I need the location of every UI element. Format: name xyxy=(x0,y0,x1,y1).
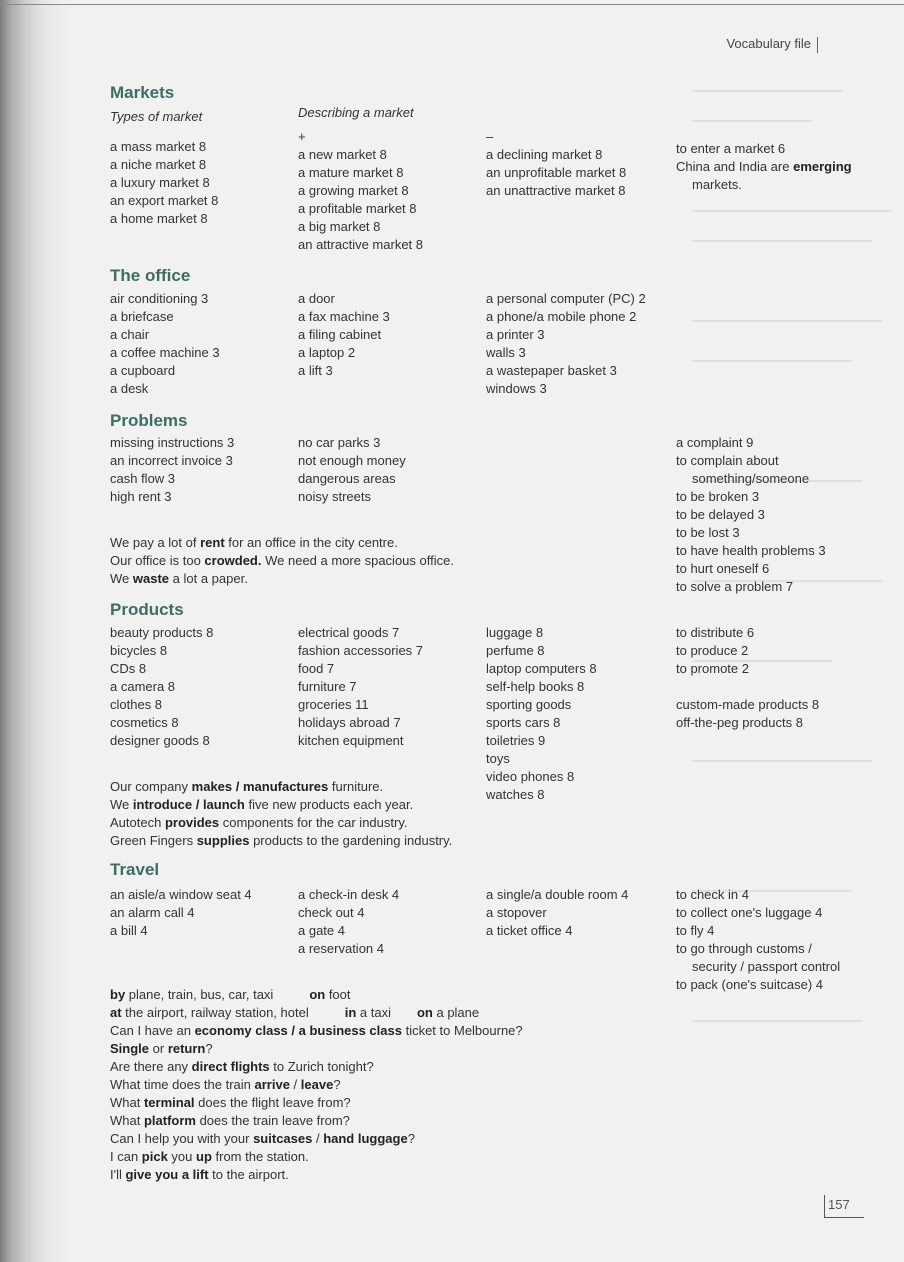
list-item: a single/a double room 4 xyxy=(486,887,629,902)
minus-sign: – xyxy=(486,129,494,144)
problems-col2 xyxy=(298,434,406,506)
list-item: custom-made products 8 xyxy=(676,697,820,712)
top-edge-line xyxy=(0,4,904,5)
list-item: toys xyxy=(486,751,510,766)
list-item: to pack (one's suitcase) 4 xyxy=(676,977,823,992)
example-sentence: What time does the train arrive / leave? xyxy=(110,1077,341,1092)
list-item-continuation: security / passport control xyxy=(692,959,841,974)
list-item: watches 8 xyxy=(486,787,545,802)
list-item: a mass market 8 xyxy=(110,139,207,154)
travel-col3 xyxy=(486,886,628,940)
list-item: clothes 8 xyxy=(110,697,163,712)
markets-positive-col xyxy=(298,104,423,254)
list-item: sports cars 8 xyxy=(486,715,561,730)
list-item: to produce 2 xyxy=(676,643,749,658)
list-item: a stopover xyxy=(486,905,547,920)
list-item: cosmetics 8 xyxy=(110,715,179,730)
list-item: an incorrect invoice 3 xyxy=(110,453,233,468)
example-sentence: What platform does the train leave from? xyxy=(110,1113,350,1128)
example-sentence: Green Fingers supplies products to the gardening industry. xyxy=(110,833,453,848)
travel-examples xyxy=(110,986,523,1184)
list-item: an attractive market 8 xyxy=(298,237,423,252)
list-item: walls 3 xyxy=(486,345,526,360)
list-item-continuation: something/someone xyxy=(692,471,810,486)
list-item: a laptop 2 xyxy=(298,345,356,360)
problems-heading: Problems xyxy=(110,411,188,430)
list-item: cash flow 3 xyxy=(110,471,176,486)
list-item: to complain about xyxy=(676,453,779,468)
list-item: designer goods 8 xyxy=(110,733,210,748)
list-item: electrical goods 7 xyxy=(298,625,400,640)
page-number: 157 xyxy=(828,1197,850,1212)
example-sentence: Are there any direct flights to Zurich tonight? xyxy=(110,1059,374,1074)
list-item: high rent 3 xyxy=(110,489,172,504)
list-item: an aisle/a window seat 4 xyxy=(110,887,252,902)
travel-col4 xyxy=(676,886,840,994)
list-item: a big market 8 xyxy=(298,219,381,234)
list-item: perfume 8 xyxy=(486,643,545,658)
travel-heading: Travel xyxy=(110,860,160,879)
products-col1 xyxy=(110,624,213,750)
list-item: dangerous areas xyxy=(298,471,396,486)
list-item: a ticket office 4 xyxy=(486,923,573,938)
example-sentence: Our company makes / manufactures furniture. xyxy=(110,779,384,794)
markets-types-col xyxy=(110,108,218,228)
example-sentence: I'll give you a lift to the airport. xyxy=(110,1167,289,1182)
list-item: missing instructions 3 xyxy=(110,435,235,450)
types-title: Types of market xyxy=(110,109,203,124)
list-item: a lift 3 xyxy=(298,363,333,378)
list-item: holidays abroad 7 xyxy=(298,715,401,730)
list-item: video phones 8 xyxy=(486,769,575,784)
list-item: a printer 3 xyxy=(486,327,545,342)
list-item: kitchen equipment xyxy=(298,733,404,748)
example-sentence: Can I help you with your suitcases / hand luggage? xyxy=(110,1131,415,1146)
list-item: an unprofitable market 8 xyxy=(486,165,627,180)
products-col4 xyxy=(676,624,819,732)
list-item: CDs 8 xyxy=(110,661,147,676)
list-item: not enough money xyxy=(298,453,406,468)
list-item: a home market 8 xyxy=(110,211,208,226)
list-item: laptop computers 8 xyxy=(486,661,597,676)
plus-sign: + xyxy=(298,129,306,144)
list-item: a mature market 8 xyxy=(298,165,404,180)
office-heading: The office xyxy=(110,266,191,285)
list-item: a check-in desk 4 xyxy=(298,887,400,902)
list-item: to be lost 3 xyxy=(676,525,740,540)
markets-verbs-col xyxy=(676,140,852,194)
list-item: toiletries 9 xyxy=(486,733,546,748)
list-item: a desk xyxy=(110,381,149,396)
list-item: a reservation 4 xyxy=(298,941,384,956)
list-item: to be broken 3 xyxy=(676,489,760,504)
office-col2 xyxy=(298,290,390,380)
travel-col1 xyxy=(110,886,252,940)
list-item: a camera 8 xyxy=(110,679,176,694)
list-item: a coffee machine 3 xyxy=(110,345,220,360)
list-item: a chair xyxy=(110,327,150,342)
example-sentence: We pay a lot of rent for an office in the city centre. xyxy=(110,535,398,550)
example-sentence: Autotech provides components for the car industry. xyxy=(110,815,408,830)
list-item: self-help books 8 xyxy=(486,679,585,694)
list-item: to fly 4 xyxy=(676,923,715,938)
list-item: a phone/a mobile phone 2 xyxy=(486,309,637,324)
example-sentence: We introduce / launch five new products each year. xyxy=(110,797,414,812)
problems-col1 xyxy=(110,434,234,506)
page-header xyxy=(726,36,818,53)
example-sentence: at the airport, railway station, hotel in a taxi on a plane xyxy=(110,1005,480,1020)
list-item: luggage 8 xyxy=(486,625,544,640)
example-sentence: Single or return? xyxy=(110,1041,213,1056)
list-item: to solve a problem 7 xyxy=(676,579,794,594)
list-item: a complaint 9 xyxy=(676,435,754,450)
list-item: furniture 7 xyxy=(298,679,357,694)
list-item: a profitable market 8 xyxy=(298,201,417,216)
list-item: no car parks 3 xyxy=(298,435,381,450)
list-item: a filing cabinet xyxy=(298,327,382,342)
list-item: to promote 2 xyxy=(676,661,749,676)
example-continuation: markets. xyxy=(692,177,742,192)
list-item: a door xyxy=(298,291,335,306)
example-sentence: China and India are emerging xyxy=(676,159,852,174)
list-item: to go through customs / xyxy=(676,941,812,956)
list-item: to enter a market 6 xyxy=(676,141,786,156)
list-item: an unattractive market 8 xyxy=(486,183,626,198)
example-sentence: Can I have an economy class / a business class ticket to Melbourne? xyxy=(110,1023,523,1038)
example-sentence: We waste a lot a paper. xyxy=(110,571,248,586)
list-item: beauty products 8 xyxy=(110,625,214,640)
example-sentence: What terminal does the flight leave from? xyxy=(110,1095,351,1110)
list-item: a growing market 8 xyxy=(298,183,409,198)
list-item: bicycles 8 xyxy=(110,643,168,658)
list-item: windows 3 xyxy=(486,381,547,396)
office-col3 xyxy=(486,290,646,398)
products-col2 xyxy=(298,624,423,750)
list-item: to collect one's luggage 4 xyxy=(676,905,823,920)
travel-col2 xyxy=(298,886,399,958)
list-item: to distribute 6 xyxy=(676,625,755,640)
list-item: fashion accessories 7 xyxy=(298,643,424,658)
problems-col4 xyxy=(676,434,826,596)
example-sentence: by plane, train, bus, car, taxi on foot xyxy=(110,987,351,1002)
list-item: air conditioning 3 xyxy=(110,291,209,306)
list-item: groceries 11 xyxy=(298,697,369,712)
list-item: a cupboard xyxy=(110,363,176,378)
list-item: a new market 8 xyxy=(298,147,387,162)
list-item: a bill 4 xyxy=(110,923,148,938)
list-item: food 7 xyxy=(298,661,335,676)
book-spine-shadow xyxy=(0,0,70,1262)
example-sentence: I can pick you up from the station. xyxy=(110,1149,309,1164)
list-item: a wastepaper basket 3 xyxy=(486,363,617,378)
markets-heading: Markets xyxy=(110,83,175,102)
example-sentence: Our office is too crowded. We need a more spacious office. xyxy=(110,553,454,568)
list-item: a fax machine 3 xyxy=(298,309,390,324)
list-item: to hurt oneself 6 xyxy=(676,561,770,576)
list-item: to have health problems 3 xyxy=(676,543,826,558)
list-item: a luxury market 8 xyxy=(110,175,210,190)
office-col1 xyxy=(110,290,220,398)
products-heading: Products xyxy=(110,600,184,619)
list-item: a niche market 8 xyxy=(110,157,207,172)
list-item: a briefcase xyxy=(110,309,174,324)
list-item: a declining market 8 xyxy=(486,147,603,162)
list-item: sporting goods xyxy=(486,697,572,712)
products-col3 xyxy=(486,624,597,804)
markets-negative-col xyxy=(486,128,626,200)
list-item: an export market 8 xyxy=(110,193,219,208)
describing-title: Describing a market xyxy=(298,105,414,120)
list-item: a gate 4 xyxy=(298,923,345,938)
list-item: noisy streets xyxy=(298,489,371,504)
list-item: an alarm call 4 xyxy=(110,905,195,920)
list-item: to check in 4 xyxy=(676,887,749,902)
header-title: Vocabulary file xyxy=(726,36,811,51)
list-item: check out 4 xyxy=(298,905,365,920)
problems-examples xyxy=(110,534,454,588)
list-item: to be delayed 3 xyxy=(676,507,765,522)
list-item: off-the-peg products 8 xyxy=(676,715,803,730)
products-examples xyxy=(110,778,452,850)
list-item: a personal computer (PC) 2 xyxy=(486,291,646,306)
